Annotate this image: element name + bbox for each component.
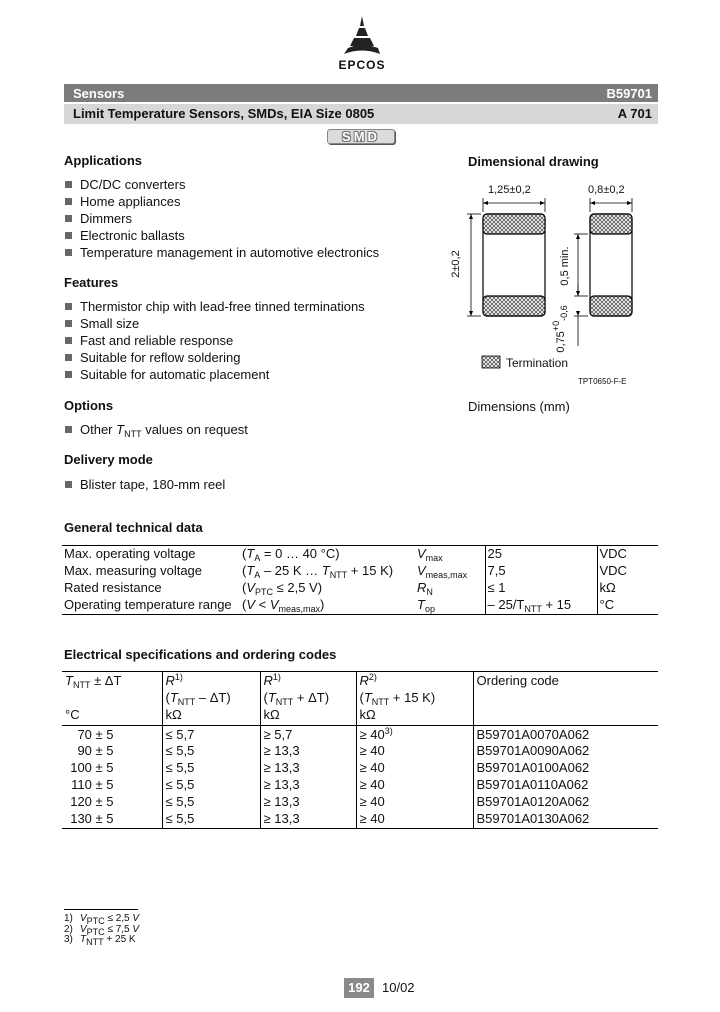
table-cell: 110 ± 5 <box>71 777 114 792</box>
footnote: 2) $V_{PTC} \le 7,5$ V <box>64 923 140 937</box>
delivery-title: Delivery mode <box>64 452 153 467</box>
drawing-title: Dimensional drawing <box>468 154 599 169</box>
width-dimension: 1,25±0,2 <box>488 184 531 196</box>
table-cell: ≥ 40 <box>356 760 473 777</box>
options-list <box>64 421 444 438</box>
table-row <box>62 563 658 580</box>
column-header: $R^{2)}$ ($T_{NTT} + 15$ K) kΩ <box>356 672 473 726</box>
smd-badge <box>327 129 395 144</box>
table-cell: 130 ± 5 <box>70 811 114 826</box>
table-cell: 90 ± 5 <box>77 743 114 758</box>
value-cell: ≤ 1 <box>485 580 597 597</box>
table-row <box>62 743 658 760</box>
table-row <box>62 760 658 777</box>
table-cell: ≤ 5,7 <box>162 726 260 744</box>
unit-cell: VDC <box>597 546 658 563</box>
table-cell: ≥ 40 <box>356 777 473 794</box>
table-cell: B59701A0110A062 <box>473 777 658 794</box>
electrical-table <box>62 671 658 829</box>
param-cell: Max. operating voltage <box>64 546 196 561</box>
column-header: $R^{1)}$ $(T_{NTT} - \Delta T)$ kΩ <box>162 672 260 726</box>
termination-bottom <box>483 296 545 316</box>
list-item: Other $T_{NTT}$ values on request <box>64 421 444 438</box>
dimensional-drawing <box>440 176 660 396</box>
unit-cell: °C <box>597 597 658 614</box>
table-cell: ≥ 40 <box>356 743 473 760</box>
header-bar-category <box>64 84 658 102</box>
list-item: Dimmers <box>64 210 444 227</box>
smd-badge-text: SMD <box>342 129 380 144</box>
table-row <box>62 777 658 794</box>
header-bar-subtitle <box>64 104 658 124</box>
table-cell: ≥ 13,3 <box>260 743 356 760</box>
table-cell: ≥ 40 <box>356 794 473 811</box>
table-row <box>62 546 658 563</box>
table-cell: ≥ 13,3 <box>260 777 356 794</box>
list-item: Thermistor chip with lead-free tinned terminations <box>64 298 444 315</box>
column-header: $R^{1)}$ $(T_{NTT} + \Delta T)$ kΩ <box>260 672 356 726</box>
table-cell: B59701A0120A062 <box>473 794 658 811</box>
list-item: DC/DC converters <box>64 176 444 193</box>
table-cell: ≤ 5,5 <box>162 811 260 828</box>
table-cell: ≥ 13,3 <box>260 760 356 777</box>
list-item: Suitable for automatic placement <box>64 366 444 383</box>
value-cell: – $25/T_{NTT} + 15$ <box>485 597 597 614</box>
table-cell: ≥ 13,3 <box>260 811 356 828</box>
unit-cell: kΩ <box>597 580 658 597</box>
product-code: A 701 <box>617 106 652 121</box>
list-item: Blister tape, 180-mm reel <box>64 476 444 493</box>
footnote: 1) $V_{PTC} \le 2,5$ V <box>64 913 140 926</box>
general-title: General technical data <box>64 520 203 535</box>
category-label: Sensors <box>73 86 125 101</box>
epcos-logo <box>330 14 394 76</box>
footnote-rule <box>64 909 138 910</box>
param-cell: Operating temperature range <box>64 597 232 612</box>
footnote: 3) $T_{NTT} + 25$ K <box>64 934 136 947</box>
table-cell: 70 ± 5 <box>77 727 114 742</box>
epcos-logo-icon <box>330 14 394 60</box>
table-row <box>62 794 658 811</box>
footnotes <box>64 914 139 946</box>
condition-cell: ($T_A = 0$ … 40 °C) <box>242 546 340 563</box>
condition-cell: ($T_A - 25$ K … $T_{NTT} + 15$ K) <box>242 563 394 580</box>
table-cell: ≥ 5,7 <box>260 726 356 744</box>
applications-title: Applications <box>64 153 143 168</box>
general-table <box>62 545 658 615</box>
delivery-list <box>64 476 444 493</box>
table-cell: 100 ± 5 <box>70 760 114 775</box>
product-subtitle: Limit Temperature Sensors, SMDs, EIA Size 0805 <box>73 106 375 121</box>
termination-swatch <box>482 356 500 368</box>
epcos-brand: EPCOS <box>338 58 386 72</box>
footer-date: 10/02 <box>382 980 415 995</box>
header-row <box>62 672 658 726</box>
table-cell: ≥ 13,3 <box>260 794 356 811</box>
table-cell: ≤ 5,5 <box>162 794 260 811</box>
table-cell: B59701A0130A062 <box>473 811 658 828</box>
drawing-units: Dimensions (mm) <box>468 399 570 414</box>
table-cell: B59701A0090A062 <box>473 743 658 760</box>
table-row <box>62 811 658 828</box>
list-item: Temperature management in automotive electronics <box>64 244 444 261</box>
table-cell: ≥ $40^{3)}$ <box>356 726 473 744</box>
drawing-ref-code: TPT0650-F-E <box>578 377 627 386</box>
table-cell: ≤ 5,5 <box>162 743 260 760</box>
termination-dimension: $0,75^{+0}_{-0,6}$ <box>551 305 569 353</box>
table-cell: 120 ± 5 <box>70 794 114 809</box>
list-item: Fast and reliable response <box>64 332 444 349</box>
applications-list <box>64 176 444 261</box>
column-header: $T_{NTT} \pm \Delta T$ °C <box>65 673 122 722</box>
features-list <box>64 298 444 383</box>
options-title: Options <box>64 398 114 413</box>
table-cell: B59701A0070A062 <box>473 726 658 744</box>
list-item: Home appliances <box>64 193 444 210</box>
termination-top <box>483 214 545 234</box>
column-header: Ordering code <box>473 672 658 726</box>
table-row <box>62 597 658 614</box>
symbol-cell: $V_{max}$ <box>417 546 443 563</box>
condition-cell: ($V_{PTC} \le 2,5$ V) <box>242 580 323 597</box>
condition-cell: $(V < V_{meas,max})$ <box>242 597 325 614</box>
min-dimension: 0,5 min. <box>559 246 571 286</box>
electrical-title: Electrical specifications and ordering codes <box>64 647 337 662</box>
symbol-cell: $T_{op}$ <box>417 597 435 614</box>
length-dimension: 2±0,2 <box>450 250 462 278</box>
param-cell: Max. measuring voltage <box>64 563 203 578</box>
table-cell: B59701A0100A062 <box>473 760 658 777</box>
list-item: Small size <box>64 315 444 332</box>
list-item: Electronic ballasts <box>64 227 444 244</box>
table-cell: ≤ 5,5 <box>162 760 260 777</box>
param-cell: Rated resistance <box>64 580 162 595</box>
table-cell: ≥ 40 <box>356 811 473 828</box>
table-row <box>62 580 658 597</box>
part-number: B59701 <box>606 86 652 101</box>
symbol-cell: $R_N$ <box>417 580 433 597</box>
page-number: 192 <box>344 978 374 998</box>
thickness-dimension: 0,8±0,2 <box>588 184 625 196</box>
symbol-cell: $V_{meas,max}$ <box>417 563 468 580</box>
legend-label: Termination <box>506 356 569 370</box>
value-cell: 7,5 <box>485 563 597 580</box>
value-cell: 25 <box>485 546 597 563</box>
list-item: Suitable for reflow soldering <box>64 349 444 366</box>
unit-cell: VDC <box>597 563 658 580</box>
table-row <box>62 726 658 744</box>
features-title: Features <box>64 275 119 290</box>
table-cell: ≤ 5,5 <box>162 777 260 794</box>
